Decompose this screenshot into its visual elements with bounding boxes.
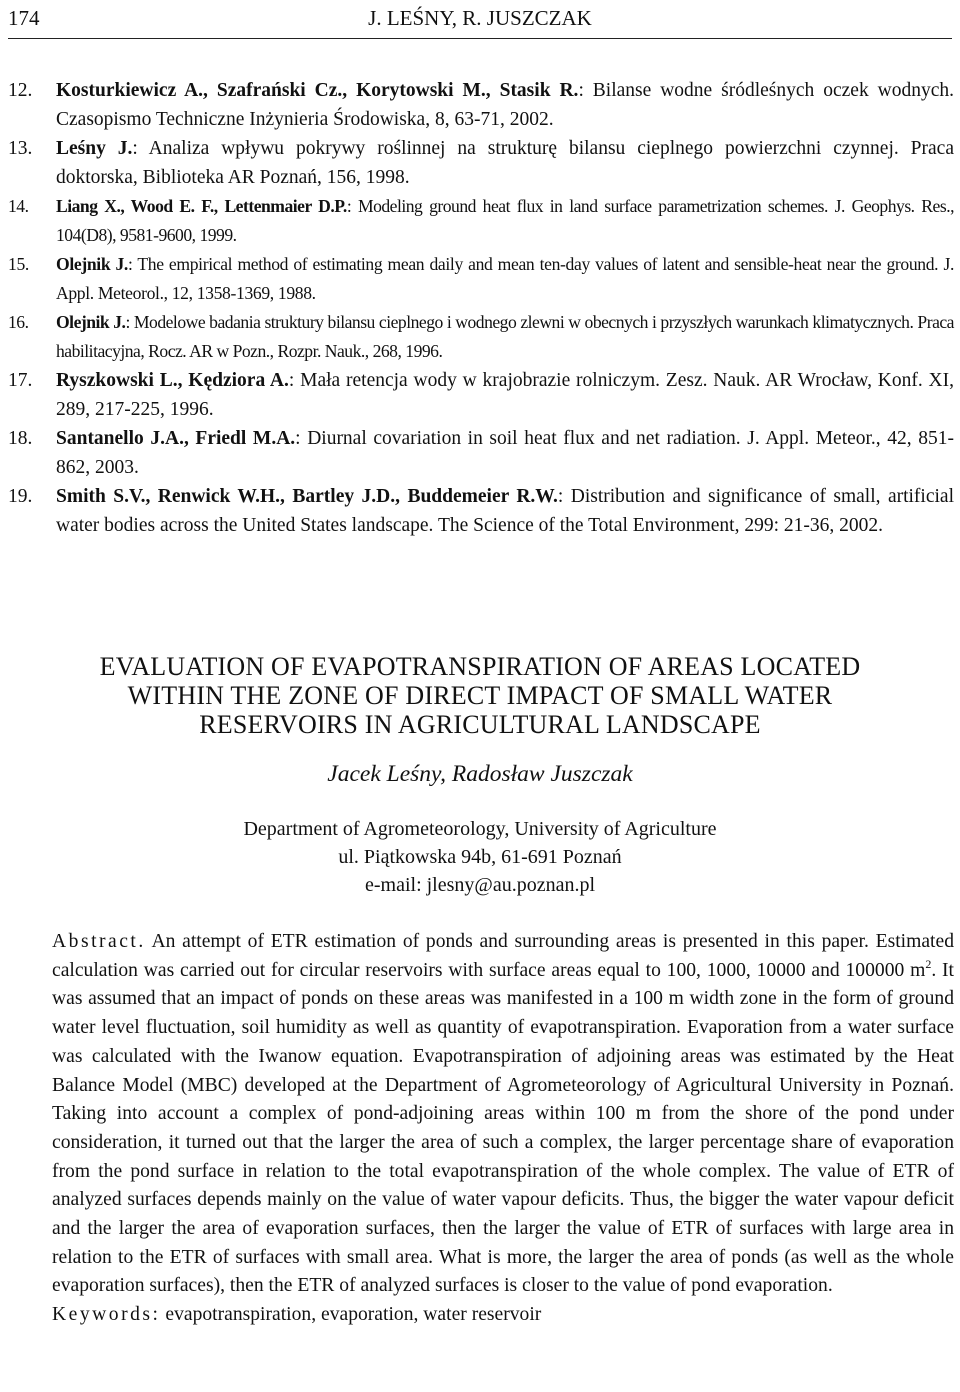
reference-text: : Distribution and significance of small, artificial water bodies across the United States landscape. The Science of the Total Environment, 299: 21-36, 2002. bbox=[56, 486, 954, 536]
reference-item bbox=[8, 366, 954, 424]
reference-text: : Analiza wpływu pokrywy roślinnej na strukturę bilansu cieplnego powierzchni czynnej. Praca doktorska, Biblioteka AR Poznań, 156, 1998. bbox=[56, 138, 954, 188]
running-title: J. LEŚNY, R. JUSZCZAK bbox=[368, 6, 592, 30]
abstract bbox=[8, 928, 954, 1330]
article-authors: Jacek Leśny, Radosław Juszczak bbox=[327, 761, 633, 787]
reference-item bbox=[8, 308, 954, 366]
abstract-text-start: An attempt of ETR estimation of ponds and surrounding areas is presented in this paper. Estimated calculation was carried out for circular reservoirs with surface areas equal to 100, 1000, 10000 and 100000 m bbox=[52, 931, 954, 981]
abstract-text-end: . It was assumed that an impact of ponds on these areas was manifested in a 100 m width zone in the form of ground water level fluctuation, soil humidity as well as quantity of evapotranspiration. Evaporation from a water surface was calculated with the Iwanow equation. Evapotranspiration of adjoining areas was estimated by the Heat Balance Model (MBC) developed at the Department of Agrometeorology of Agricultural University in Poznań. Taking into account a complex of pond-adjoining areas within 100 m from the shore of the pond under consideration, it turned out that the larger the area of such a complex, the larger percentage share of evaporation from the pond surface in relation to the total evapotranspiration of the whole complex. The value of ETR of analyzed surfaces depends mainly on the value of water vapour deficits. Thus, the bigger the water vapour deficit and the larger the area of evaporation surfaces, then the larger the value of ETR of surfaces with large area in relation to the ETR of surfaces with small area. What is more, the larger the area of ponds (as well as the whole evaporation surfaces), then the ETR of analyzed surfaces is closer to the value of pond evaporation. bbox=[52, 959, 954, 1297]
reference-text: : Bilanse wodne śródleśnych oczek wodnych. Czasopismo Techniczne Inżynieria Środowiska, 8, 63-71, 2002. bbox=[56, 80, 954, 130]
reference-text: : Modeling ground heat flux in land surface parametrization schemes. J. Geophys. Res., 104(D8), 9581-9600, 1999. bbox=[56, 196, 954, 245]
reference-authors: Leśny J. bbox=[56, 138, 133, 159]
reference-number: 13. bbox=[8, 138, 33, 159]
reference-number: 19. bbox=[8, 486, 33, 507]
abstract-label: Abstract. bbox=[52, 931, 146, 952]
superscript: 2 bbox=[925, 956, 932, 971]
reference-number: 16. bbox=[8, 312, 29, 332]
reference-item bbox=[8, 482, 954, 540]
affiliation-department: Department of Agrometeorology, University of Agriculture bbox=[243, 818, 717, 840]
keywords-line bbox=[8, 1301, 954, 1330]
reference-authors: Kosturkiewicz A., Szafrański Cz., Korytowski M., Stasik R. bbox=[56, 80, 579, 101]
reference-authors: Liang X., Wood E. F., Lettenmaier D.P. bbox=[56, 196, 347, 216]
affiliation-address: ul. Piątkowska 94b, 61-691 Poznań bbox=[338, 846, 622, 868]
reference-authors: Smith S.V., Renwick W.H., Bartley J.D., Buddemeier R.W. bbox=[56, 486, 558, 507]
page-number: 174 bbox=[8, 6, 40, 30]
title-line: WITHIN THE ZONE OF DIRECT IMPACT OF SMALL WATER bbox=[127, 681, 833, 710]
reference-number: 15. bbox=[8, 254, 29, 274]
reference-authors: Olejnik J. bbox=[56, 312, 126, 332]
reference-number: 18. bbox=[8, 428, 33, 449]
reference-number: 14. bbox=[8, 196, 29, 216]
reference-text: : Mała retencja wody w krajobrazie rolniczym. Zesz. Nauk. AR Wrocław, Konf. XI, 289, 217-225, 1996. bbox=[56, 370, 954, 420]
page-header bbox=[8, 0, 952, 39]
reference-text: : Diurnal covariation in soil heat flux and net radiation. J. Appl. Meteor., 42, 851-862, 2003. bbox=[56, 428, 955, 478]
reference-text: : Modelowe badania struktury bilansu cieplnego i wodnego zlewni w obecnych i przyszłych warunkach klimatycznych. Praca habilitacyjna, Rocz. AR w Pozn., Rozpr. Nauk., 268, 1996. bbox=[56, 312, 954, 361]
article-title bbox=[0, 652, 960, 739]
reference-number: 17. bbox=[8, 370, 33, 391]
reference-authors: Olejnik J. bbox=[56, 254, 128, 274]
reference-text: : The empirical method of estimating mean daily and mean ten-day values of latent and sensible-heat near the ground. J. Appl. Meteorol., 12, 1358-1369, 1988. bbox=[56, 254, 954, 303]
title-line: EVALUATION OF EVAPOTRANSPIRATION OF AREAS LOCATED bbox=[99, 652, 861, 681]
reference-authors: Santanello J.A., Friedl M.A. bbox=[56, 428, 296, 449]
affiliation-email: e-mail: jlesny@au.poznan.pl bbox=[364, 874, 596, 896]
reference-number: 12. bbox=[8, 80, 33, 101]
reference-item bbox=[8, 134, 954, 192]
reference-list bbox=[8, 76, 954, 540]
reference-item bbox=[8, 76, 954, 134]
abstract-paragraph bbox=[8, 928, 954, 1301]
keywords-text: evapotranspiration, evaporation, water reservoir bbox=[165, 1304, 542, 1326]
reference-item bbox=[8, 424, 954, 482]
affiliation bbox=[0, 815, 960, 899]
title-line: RESERVOIRS IN AGRICULTURAL LANDSCAPE bbox=[199, 710, 761, 739]
reference-item bbox=[8, 250, 954, 308]
reference-authors: Ryszkowski L., Kędziora A. bbox=[56, 370, 289, 391]
reference-item bbox=[8, 192, 954, 250]
keywords-label: Keywords: bbox=[52, 1304, 161, 1326]
